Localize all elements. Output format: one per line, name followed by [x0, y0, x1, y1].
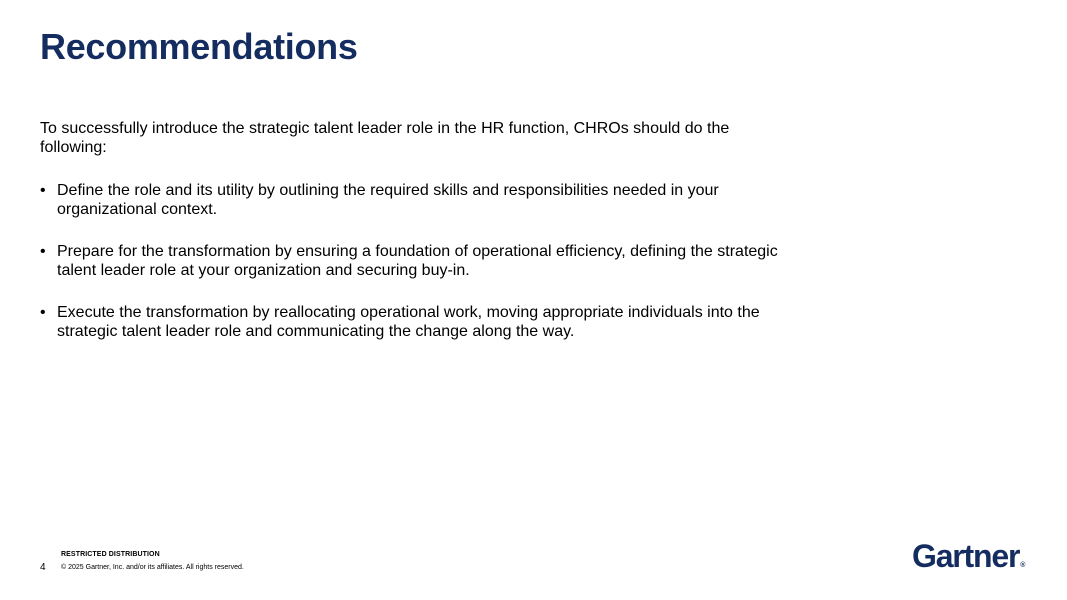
- list-item: [40, 242, 810, 280]
- copyright-notice: © 2025 Gartner, Inc. and/or its affiliates. All rights reserved.: [61, 564, 244, 571]
- bullet-icon: •: [40, 243, 46, 260]
- slide-title: Recommendations: [40, 26, 358, 67]
- gartner-logo: [912, 538, 1024, 575]
- list-item-text: Execute the transformation by reallocating operational work, moving appropriate individuals into the strategic talent leader role and communicating the change along the way.: [57, 304, 760, 340]
- intro-paragraph: To successfully introduce the strategic talent leader role in the HR function, CHROs should do the following:: [40, 120, 730, 156]
- logo-text: Gartner: [912, 538, 1020, 574]
- bullet-icon: •: [40, 304, 46, 321]
- restricted-distribution-label: RESTRICTED DISTRIBUTION: [61, 551, 160, 558]
- recommendation-list: [40, 181, 810, 364]
- bullet-icon: •: [40, 182, 46, 199]
- list-item-text: Prepare for the transformation by ensuring a foundation of operational efficiency, defining the strategic talent leader role at your organization and securing buy-in.: [57, 243, 778, 279]
- page-number: 4: [40, 562, 46, 573]
- list-item-text: Define the role and its utility by outlining the required skills and responsibilities needed in your organizational context.: [57, 182, 719, 218]
- list-item: [40, 181, 810, 219]
- list-item: [40, 303, 810, 341]
- registered-mark: ®: [1020, 562, 1026, 569]
